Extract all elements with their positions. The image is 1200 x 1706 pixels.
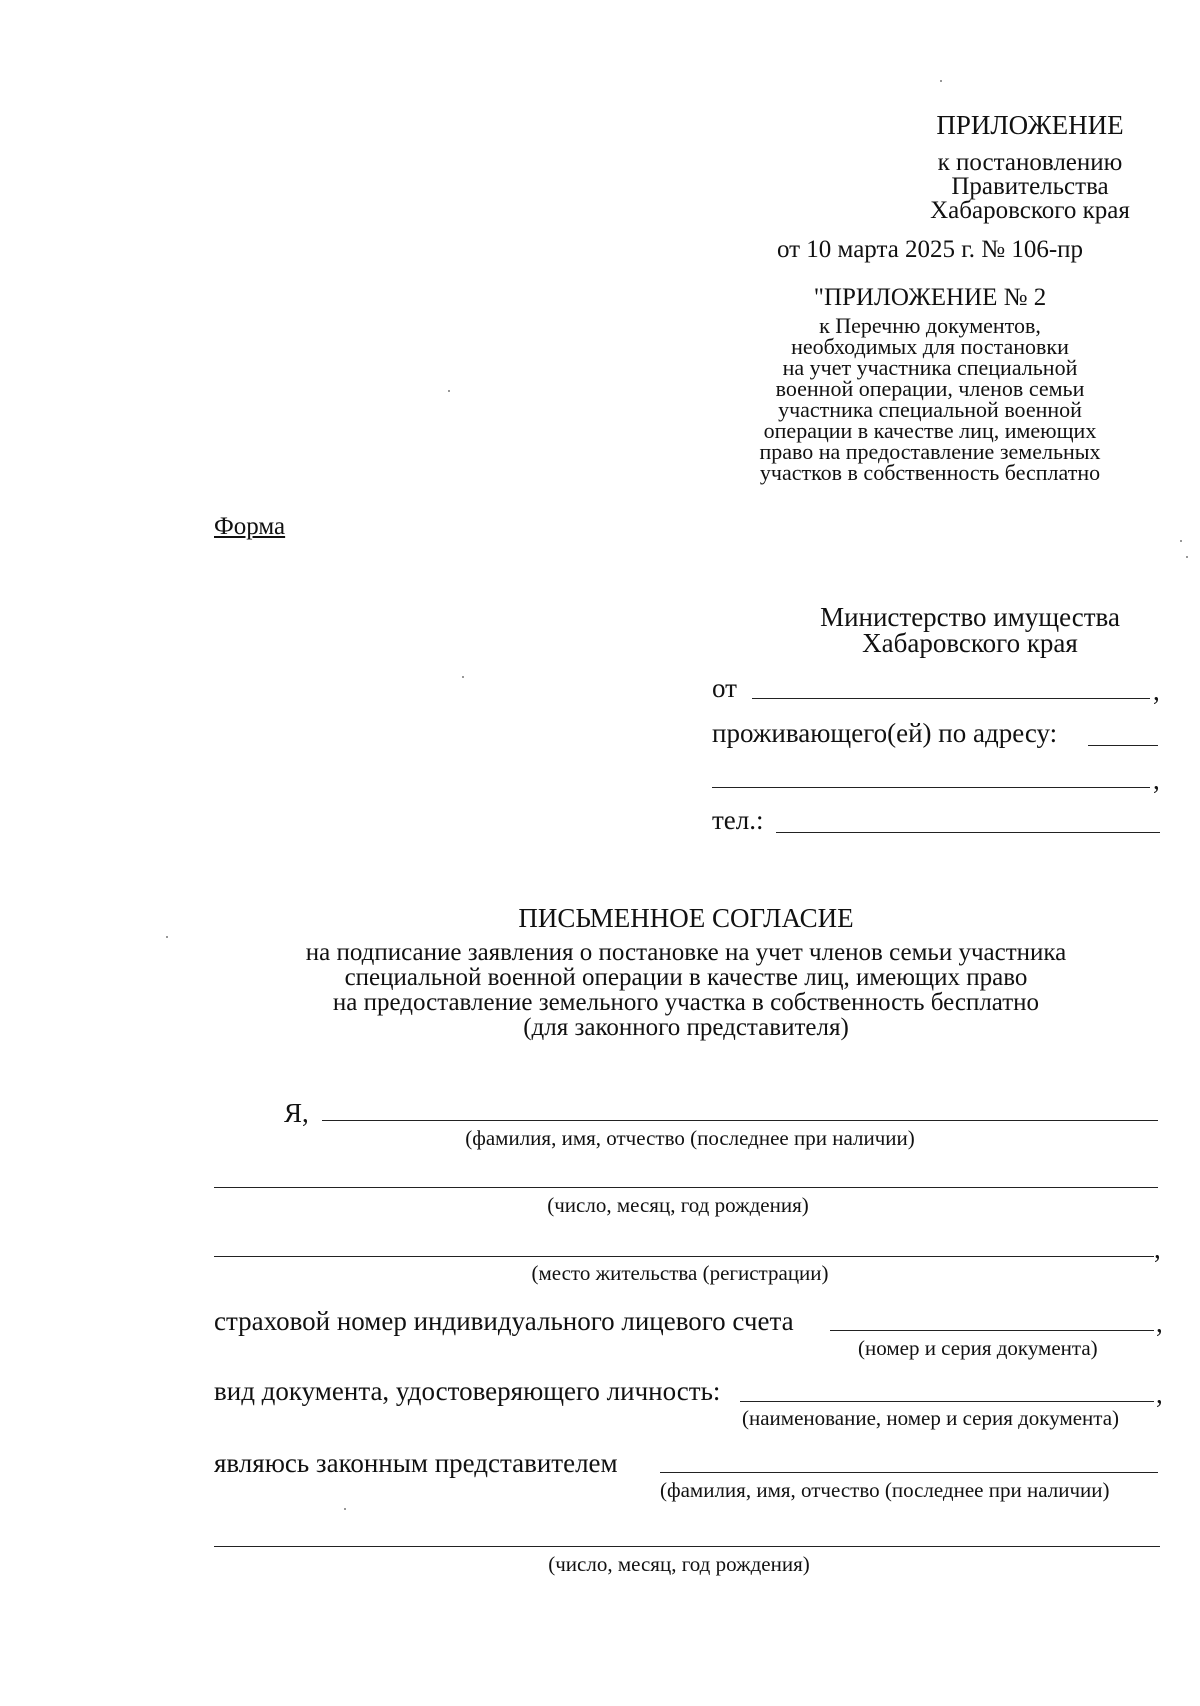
rep-dob-field[interactable] [214, 1546, 1160, 1547]
id-doc-caption: (наименование, номер и серия документа) [742, 1406, 1120, 1430]
appendix2-line: операции в качестве лиц, имеющих [763, 418, 1097, 443]
rep-field[interactable] [660, 1472, 1158, 1473]
address-label: проживающего(ей) по адресу: [712, 718, 1058, 748]
appendix2-line: необходимых для постановки [791, 334, 1069, 359]
snils-label: страховой номер индивидуального лицевого счета [214, 1306, 794, 1336]
dob-caption: (число, месяц, год рождения) [547, 1193, 809, 1217]
appendix2-line: участника специальной военной [778, 397, 1082, 422]
phone-field[interactable] [776, 832, 1160, 833]
appendix-title: ПРИЛОЖЕНИЕ [936, 110, 1124, 140]
fio-field[interactable] [322, 1120, 1158, 1121]
appendix2-description [680, 315, 1180, 483]
rep-caption: (фамилия, имя, отчество (последнее при наличии) [660, 1478, 1110, 1502]
consent-subtitle [0, 940, 1200, 1040]
address-field-line2[interactable] [712, 787, 1150, 788]
comma: , [1156, 1308, 1163, 1338]
address-field[interactable] [1088, 745, 1158, 746]
ministry-line: Министерство имущества [820, 602, 1120, 632]
id-doc-field[interactable] [740, 1401, 1154, 1402]
addressee-ministry [730, 604, 1200, 656]
resolution-line: Правительства [951, 173, 1109, 200]
scan-speck [940, 80, 942, 82]
appendix2-line: на учет участника специальной [782, 355, 1078, 380]
appendix2-line: участков в собственность бесплатно [759, 460, 1101, 485]
id-doc-label: вид документа, удостоверяющего личность: [214, 1376, 721, 1406]
resolution-line: Хабаровского края [930, 197, 1130, 224]
resolution-date: от 10 марта 2025 г. № 106-пр [776, 236, 1084, 263]
comma: , [1154, 1234, 1161, 1264]
scan-speck [462, 676, 464, 678]
phone-label: тел.: [712, 805, 764, 835]
appendix2-line: к Перечню документов, [819, 313, 1041, 338]
snils-caption: (номер и серия документа) [858, 1336, 1098, 1360]
fio-caption: (фамилия, имя, отчество (последнее при наличии) [465, 1126, 915, 1150]
comma: , [1153, 765, 1160, 795]
dob-field[interactable] [214, 1187, 1158, 1188]
scan-speck [1186, 556, 1188, 558]
scan-speck [166, 936, 168, 938]
residence-field[interactable] [214, 1256, 1154, 1257]
form-label: Форма [214, 513, 286, 540]
residence-caption: (место жительства (регистрации) [531, 1261, 829, 1285]
scan-speck [1180, 540, 1182, 542]
subtitle-line: на предоставление земельного участка в собственность бесплатно [332, 989, 1040, 1016]
snils-field[interactable] [830, 1330, 1154, 1331]
comma: , [1153, 676, 1160, 706]
scan-speck [344, 1508, 346, 1510]
subtitle-line: на подписание заявления о постановке на учет членов семьи участника [305, 939, 1067, 966]
rep-dob-caption: (число, месяц, год рождения) [548, 1552, 810, 1576]
i-label: Я, [284, 1098, 309, 1128]
appendix2-line: военной операции, членов семьи [775, 376, 1085, 401]
resolution-line: к постановлению [937, 149, 1123, 176]
comma: , [1156, 1379, 1163, 1409]
resolution-reference [780, 151, 1200, 223]
subtitle-line: (для законного представителя) [523, 1014, 849, 1041]
appendix2-title: "ПРИЛОЖЕНИЕ № 2 [813, 284, 1047, 311]
scan-speck [448, 390, 450, 392]
from-field[interactable] [752, 698, 1150, 699]
from-label: от [712, 673, 737, 703]
consent-heading: ПИСЬМЕННОЕ СОГЛАСИЕ [518, 903, 854, 933]
rep-label: являюсь законным представителем [214, 1448, 618, 1478]
ministry-line: Хабаровского края [862, 628, 1078, 658]
subtitle-line: специальной военной операции в качестве лиц, имеющих право [344, 964, 1028, 991]
appendix2-line: право на предоставление земельных [759, 439, 1101, 464]
